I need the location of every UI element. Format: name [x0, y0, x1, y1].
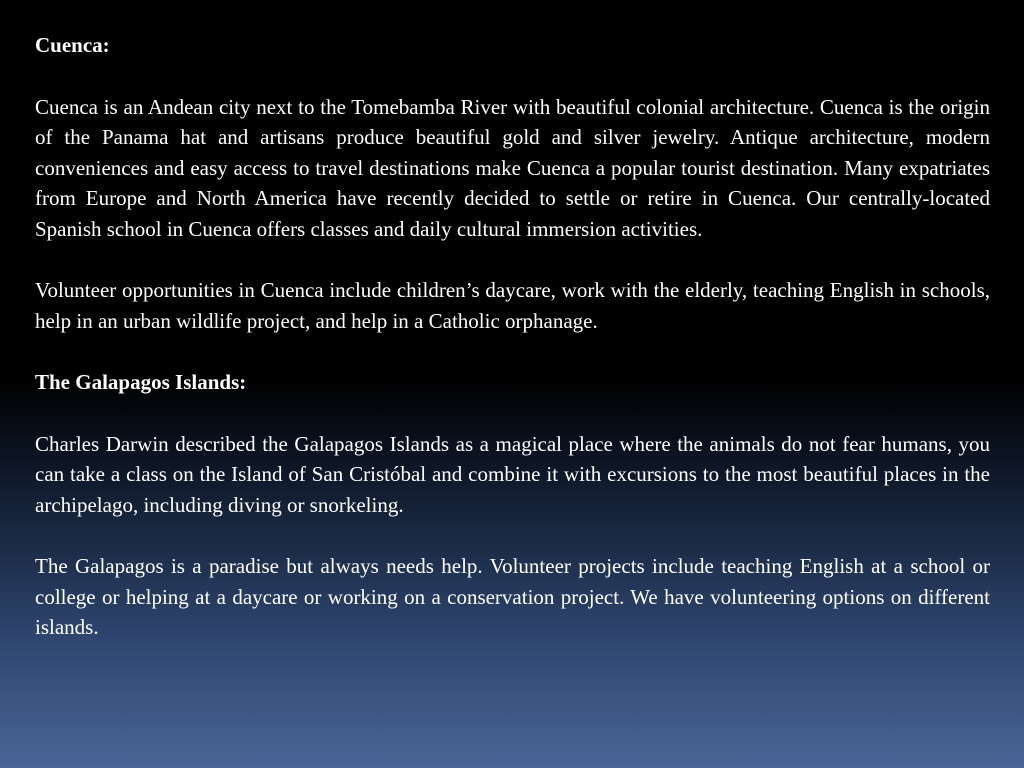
- spacer: [35, 61, 990, 92]
- spacer: [35, 520, 990, 551]
- cuenca-volunteer-text: Volunteer opportunities in Cuenca include children’s daycare, work with the elderly, teaching English in schools, help in an urban wildlife project, and help in a Catholic orphanage.: [35, 278, 990, 333]
- galapagos-volunteer-text: The Galapagos is a paradise but always needs help. Volunteer projects include teaching English at a school or college or helping at a daycare or working on a conservation project. We have volunteering options on different islands.: [35, 553, 990, 640]
- slide-content: [35, 30, 990, 643]
- spacer: [35, 245, 990, 276]
- spacer: [35, 336, 990, 367]
- cuenca-description: Cuenca is an Andean city next to the Tomebamba River with beautiful colonial architecture. Cuenca is the origin of the Panama hat and artisans produce beautiful gold and silver jewelry. Antique architecture, modern conveniences and easy access to travel destinations make Cuenca a popular tourist destination. Many expatriates from Europe and North America have recently decided to settle or retire in Cuenca. Our centrally-located Spanish school in Cuenca offers classes and daily cultural immersion activities.: [35, 94, 990, 241]
- galapagos-description: Charles Darwin described the Galapagos Islands as a magical place where the animals do not fear humans, you can take a class on the Island of San Cristóbal and combine it with excursions to the most beautiful places in the archipelago, including diving or snorkeling.: [35, 431, 990, 517]
- galapagos-heading: The Galapagos Islands:: [35, 369, 247, 394]
- cuenca-heading: Cuenca:: [35, 33, 110, 57]
- spacer: [35, 398, 990, 429]
